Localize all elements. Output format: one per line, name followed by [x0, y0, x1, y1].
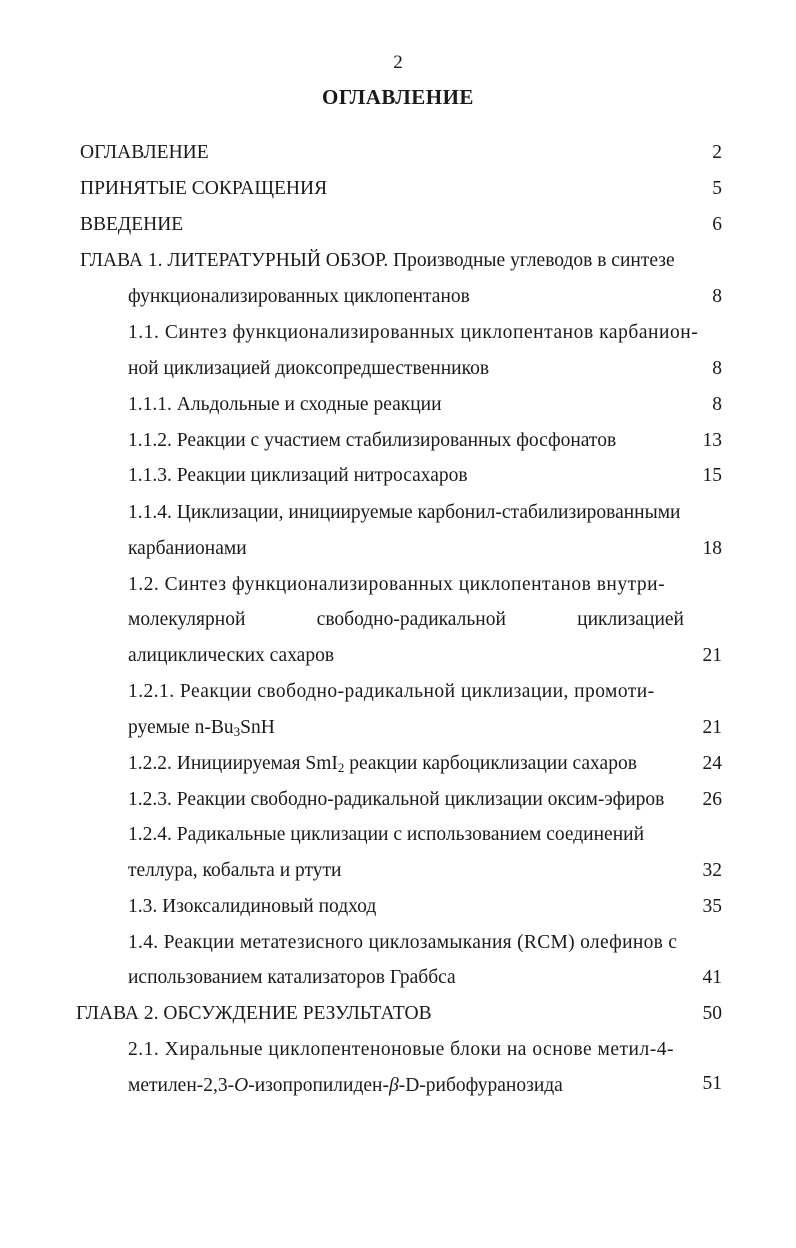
toc-entry-text: 1.1.2. Реакции с участием стабилизированных фосфонатов — [128, 430, 617, 451]
page-number: 2 — [393, 52, 403, 73]
toc-entry-page: 21 — [702, 717, 722, 738]
toc-entry-word: молекулярной — [128, 609, 246, 630]
toc-entry-page: 21 — [702, 645, 722, 666]
toc-entry-text-cont — [128, 715, 275, 741]
toc-entry-text: ГЛАВА 2. ОБСУЖДЕНИЕ РЕЗУЛЬТАТОВ — [76, 1003, 432, 1024]
toc-entry-page: 35 — [702, 896, 722, 917]
formula-text: -изопропилиден- — [248, 1075, 389, 1096]
toc-entry-text-cont: использованием катализаторов Граббса — [128, 967, 456, 988]
toc-entry-page: 51 — [702, 1073, 722, 1094]
page-title: ОГЛАВЛЕНИЕ — [322, 85, 474, 109]
italic-beta: β — [388, 1075, 399, 1096]
toc-entry-page: 6 — [712, 214, 722, 235]
toc-entry-word: циклизацией — [577, 609, 684, 630]
toc-entry-text-cont — [128, 607, 684, 633]
toc-entry-page: 15 — [702, 465, 722, 486]
toc-entry-page: 24 — [702, 753, 722, 774]
toc-entry-text: ВВЕДЕНИЕ — [80, 214, 184, 235]
toc-entry-page: 2 — [712, 142, 722, 163]
formula-text: руемые n-Bu — [128, 717, 234, 738]
toc-entry-page: 41 — [702, 967, 722, 988]
toc-entry-text: 1.1. Синтез функционализированных циклопентанов карбанион- — [128, 322, 699, 343]
toc-entry-page: 18 — [702, 538, 722, 559]
toc-entry-text: 1.3. Изоксалидиновый подход — [128, 896, 377, 917]
toc-entry-text-cont: алициклических сахаров — [128, 645, 335, 666]
toc-entry-page: 32 — [702, 860, 722, 881]
toc-entry-page: 5 — [712, 178, 722, 199]
toc-entry-page: 8 — [712, 394, 722, 415]
toc-entry-text-cont: функционализированных циклопентанов — [128, 286, 470, 307]
formula-text: реакции карбоциклизации сахаров — [344, 753, 637, 774]
toc-entry-text-cont: теллура, кобальта и ртути — [128, 860, 342, 881]
formula-text: SnH — [240, 717, 275, 738]
toc-entry-word: свободно-радикальной — [316, 609, 506, 630]
formula-text: метилен-2,3- — [128, 1075, 235, 1096]
toc-entry-text: ОГЛАВЛЕНИЕ — [80, 142, 209, 163]
toc-entry-text: 1.4. Реакции метатезисного циклозамыкания (RCM) олефинов с — [128, 932, 678, 953]
toc-entry-text-cont: карбанионами — [128, 538, 247, 559]
toc-entry-text: 1.2.1. Реакции свободно-радикальной циклизации, промоти- — [128, 681, 655, 702]
toc-entry-text: 2.1. Хиральные циклопентеноновые блоки на основе метил-4- — [128, 1039, 674, 1060]
subscript: 2 — [337, 760, 345, 775]
formula-text: -D-рибофуранозида — [398, 1075, 563, 1096]
formula-text: 1.2.2. Инициируемая SmI — [128, 753, 338, 774]
toc-entry-page: 8 — [712, 286, 722, 307]
italic-o: O — [234, 1075, 249, 1096]
subscript: 3 — [233, 724, 241, 739]
toc-entry-text-cont: ной циклизацией диоксопредшественников — [128, 358, 490, 379]
toc-entry-text-cont — [128, 1073, 563, 1099]
toc-entry-page: 8 — [712, 358, 722, 379]
toc-entry-text: 1.2. Синтез функционализированных циклопентанов внутри- — [128, 574, 666, 595]
toc-entry-page: 50 — [702, 1003, 722, 1024]
toc-entry-page: 26 — [702, 789, 722, 810]
toc-entry-text: 1.1.3. Реакции циклизаций нитросахаров — [128, 465, 468, 486]
toc-entry-text — [128, 751, 637, 777]
toc-entry-text: 1.2.3. Реакции свободно-радикальной циклизации оксим-эфиров — [128, 789, 665, 810]
toc-entry-text: ПРИНЯТЫЕ СОКРАЩЕНИЯ — [80, 178, 328, 199]
toc-entry-text: 1.1.1. Альдольные и сходные реакции — [128, 394, 442, 415]
toc-entry-text: ГЛАВА 1. ЛИТЕРАТУРНЫЙ ОБЗОР. Производные углеводов в синтезе — [80, 250, 675, 271]
toc-entry-text: 1.2.4. Радикальные циклизации с использованием соединений — [128, 824, 645, 845]
toc-entry-text: 1.1.4. Циклизации, инициируемые карбонил-стабилизированными — [128, 502, 681, 523]
toc-entry-page: 13 — [702, 430, 722, 451]
